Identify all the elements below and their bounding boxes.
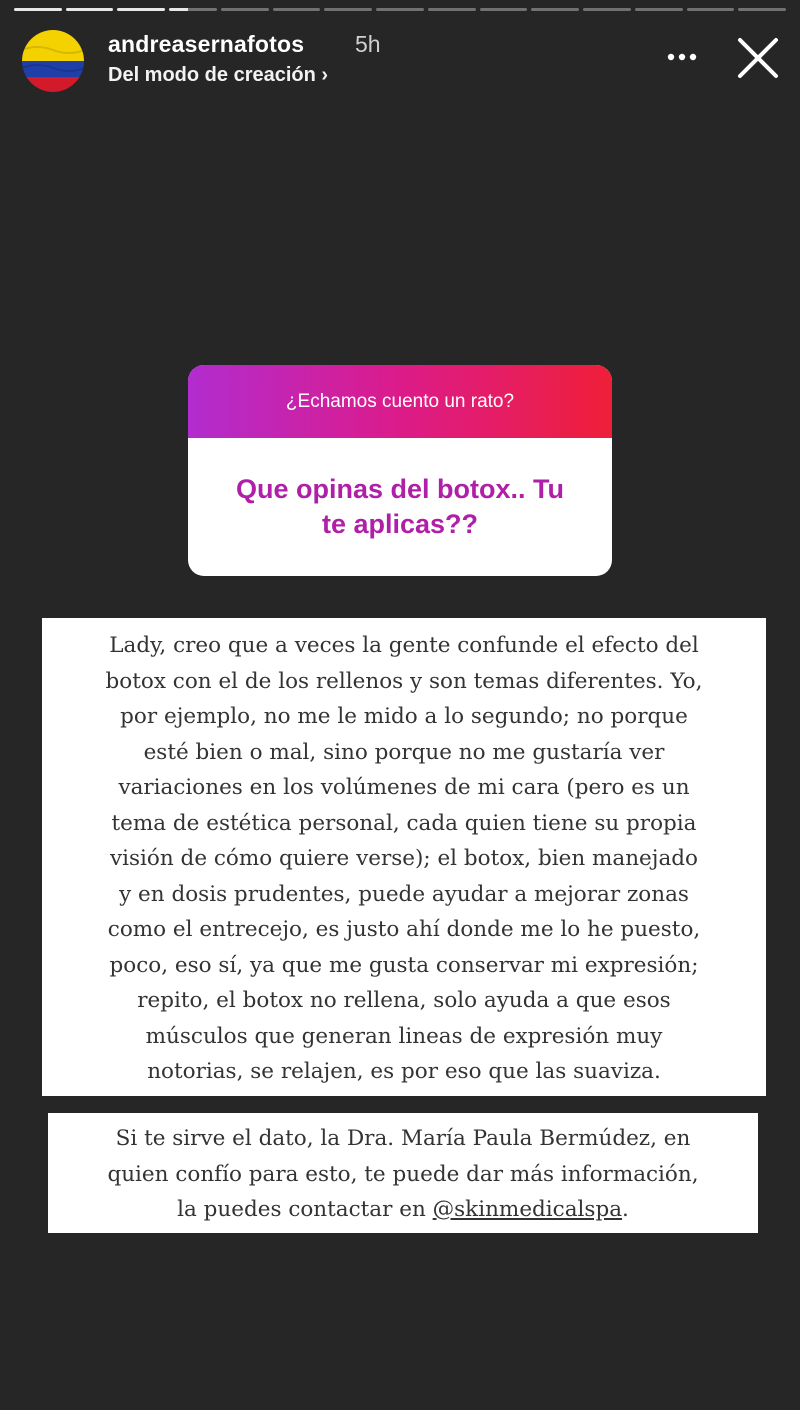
answer-text-block [42, 618, 766, 1096]
question-line: te aplicas?? [321, 509, 479, 539]
username[interactable]: andreasernafotos [108, 31, 305, 57]
answer-line: poco, eso sí, ya que me gusta conservar mi expresión; [109, 952, 699, 978]
question-line: Que opinas del botox.. Tu [235, 474, 564, 504]
close-icon [736, 36, 780, 80]
avatar[interactable] [22, 30, 84, 92]
answer-line: como el entrecejo, es justo ahí donde me lo he puesto, [107, 917, 701, 942]
progress-segment [221, 8, 269, 11]
progress-segment [66, 8, 114, 11]
answer-line: músculos que generan lineas de expresión muy [145, 1023, 663, 1049]
answer-line: tema de estética personal, cada quien tiene su propia [111, 810, 697, 836]
answer-line: Lady, creo que a veces la gente confunde el efecto del [109, 633, 699, 658]
progress-segment [376, 8, 424, 11]
progress-segment [169, 8, 217, 11]
progress-segment [273, 8, 321, 11]
answer-line: esté bien o mal, sino porque no me gustaría ver [143, 739, 665, 765]
answer-line: botox con el de los rellenos y son temas diferentes. Yo, [105, 668, 703, 694]
question-prompt: ¿Echamos cuento un rato? [188, 365, 612, 438]
progress-segment [687, 8, 735, 11]
answer-line: notorias, se relajen, es por eso que las suaviza. [147, 1059, 661, 1084]
progress-segment [480, 8, 528, 11]
recommendation-text-block [48, 1113, 758, 1233]
question-sticker [188, 365, 612, 576]
answer-line: visión de cómo quiere verse); el botox, bien manejado [110, 846, 698, 871]
story-header [22, 28, 780, 92]
recommendation-prefix: la puedes contactar en [177, 1197, 433, 1222]
recommendation-line: quien confío para esto, te puede dar más información, [107, 1161, 699, 1187]
colombia-flag-avatar-icon [22, 30, 84, 92]
progress-segment [324, 8, 372, 11]
answer-line: repito, el botox no rellena, solo ayuda a que esos [137, 988, 671, 1013]
recommendation-line [58, 1192, 748, 1228]
progress-segment [428, 8, 476, 11]
more-horizontal-icon [662, 42, 706, 72]
progress-segment [117, 8, 165, 11]
question-text [188, 438, 612, 576]
recommendation-suffix: . [622, 1197, 629, 1222]
more-options-button[interactable] [662, 42, 706, 72]
progress-segment [583, 8, 631, 11]
progress-segment [14, 8, 62, 11]
answer-line: variaciones en los volúmenes de mi cara (pero es un [118, 775, 690, 800]
answer-line: por ejemplo, no me le mido a lo segundo; no porque [120, 704, 688, 729]
close-button[interactable] [736, 36, 780, 80]
progress-segment [738, 8, 786, 11]
recommendation-line: Si te sirve el dato, la Dra. María Paula Bermúdez, en [115, 1126, 691, 1151]
story-progress-bar [14, 8, 786, 12]
mention-link[interactable]: @skinmedicalspa [432, 1197, 623, 1222]
progress-segment [531, 8, 579, 11]
answer-line: y en dosis prudentes, puede ayudar a mejorar zonas [119, 881, 689, 907]
creation-mode-link[interactable]: Del modo de creación › [108, 64, 329, 86]
post-time: 5h [355, 31, 381, 57]
progress-segment [635, 8, 683, 11]
